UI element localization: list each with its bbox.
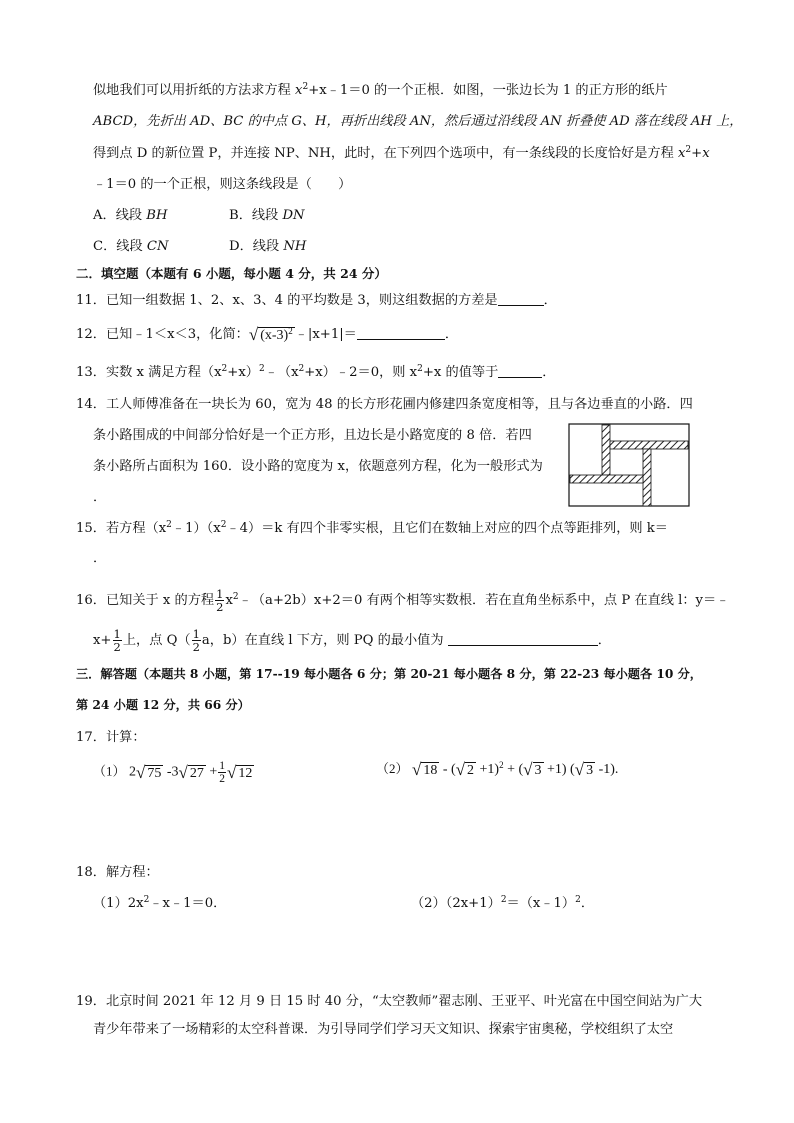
question-16-line2: x+ $\frac{1}{2}$ 上，点 Q（ $\frac{1}{2}$ a，b）在直线 l 下方，则 PQ 的最小值为 ．: [93, 627, 611, 654]
answer-blank: [498, 364, 542, 378]
q10-option-b: B．线段 DN: [229, 208, 305, 223]
path-horizontal-top: [610, 441, 688, 449]
garden-outline: [569, 424, 689, 506]
fraction: $\frac{1}{2}$: [216, 587, 224, 614]
q10-option-c: C．线段 CN: [93, 239, 169, 254]
q10-option-d: D．线段 NH: [229, 239, 307, 254]
question-15-line2: ．: [93, 551, 107, 566]
question-19-line1: 19．北京时间 2021 年 12 月 9 日 15 时 40 分，“太空教师”翟志刚、王亚平、叶光富在中国空间站为广大: [76, 994, 703, 1009]
q10-option-a: A．线段 BH: [93, 208, 168, 223]
question-17-part-2: （2） √ 18 - ( √ 2 +1)$^2$ + ( √ 3 +1) ( √ 3 -1).: [376, 760, 619, 780]
question-17-part-1: （1） 2 √ 75 -3 √ 27 + $\frac{1}{2}$ √ 12: [93, 760, 253, 785]
q10-line2: ABCD，先折出 AD、BC 的中点 G、H，再折出线段 AN，然后通过沿线段 AN 折叠使 AD 落在线段 AH 上，: [93, 114, 743, 129]
question-17-title: 17．计算：: [76, 730, 146, 745]
question-19-line2: 青少年带来了一场精彩的太空科普课．为引导同学们学习天文知识、探索宇宙奥秘，学校组织了太空: [93, 1022, 674, 1037]
sqrt-expression: √ 18: [412, 760, 438, 780]
path-vertical-right: [643, 449, 651, 506]
section-3-heading-line2: 第 24 小题 12 分，共 66 分）: [76, 698, 250, 712]
sqrt-expression: √ 27: [178, 763, 204, 782]
garden-paths-figure: [568, 423, 690, 507]
q10-line3: 得到点 D 的新位置 P，并连接 NP、NH，此时，在下列四个选项中，有一条线段的长度恰好是方程 $x^2+x$: [93, 145, 710, 161]
fraction: $\frac{1}{2}$: [192, 627, 200, 654]
question-11: 11．已知一组数据 1、2、x、3、4 的平均数是 3，则这组数据的方差是 ．: [76, 293, 557, 308]
q10-line4: ﹣1＝0 的一个正根，则这条线段是（ ）: [93, 177, 352, 192]
question-14-line1: 14．工人师傅准备在一块长为 60，宽为 48 的长方形花圃内修建四条宽度相等，且与各边垂直的小路．四: [76, 397, 693, 412]
path-horizontal-bottom: [570, 475, 643, 483]
question-14-line4: ．: [93, 490, 107, 505]
question-14-line3: 条小路所占面积为 160．设小路的宽度为 x，依题意列方程，化为一般形式为: [93, 459, 543, 474]
question-13: 13．实数 x 满足方程$(x^2+x)^2﹣(x^2+x)﹣2=0$，则 $x^2+x$ 的值等于 ．: [76, 364, 556, 380]
question-12: 12．已知﹣1＜x＜3，化简： √ $(x-3)^2$ ﹣|x+1|＝ ．: [76, 325, 459, 344]
sqrt-expression: √ $(x-3)^2$: [248, 325, 293, 344]
section-3-heading-line1: 三．解答题（本题共 8 小题，第 17--19 每小题各 6 分；第 20-21 每小题各 8 分，第 22-23 每小题各 10 分，: [76, 667, 702, 681]
question-18-part-2: $(2)(2x+1)^2=(x﹣1)^2$．: [411, 895, 595, 911]
question-18-part-1: $(1)2x^2﹣x﹣1=0$．: [93, 895, 227, 911]
fraction: $\frac{1}{2}$: [219, 760, 226, 785]
question-14-line2: 条小路围成的中间部分恰好是一个正方形，且边长是小路宽度的 8 倍．若四: [93, 428, 532, 443]
question-16: 16．已知关于 x 的方程 $\frac{1}{2}$ $x^2﹣(a+2b)x+2=0$ 有两个相等实数根．若在直角坐标系中，点 P 在直线 l：y＝﹣: [76, 587, 730, 614]
answer-blank: [448, 632, 598, 646]
sqrt-expression: √ 12: [227, 763, 253, 782]
question-15: 15．若方程$(x^2﹣1)(x^2﹣4)=k$ 有四个非零实根，且它们在数轴上对应的四个点等距排列，则 k＝: [76, 520, 668, 536]
question-18-title: 18．解方程：: [76, 865, 159, 880]
section-2-heading: 二．填空题（本题有 6 小题，每小题 4 分，共 24 分）: [76, 266, 387, 281]
answer-blank: [498, 292, 544, 306]
path-vertical-left: [602, 425, 610, 475]
fraction: $\frac{1}{2}$: [113, 627, 121, 654]
sqrt-expression: √ 2: [455, 760, 475, 780]
q10-line1: 似地我们可以用折纸的方法求方程 $x^2+x﹣1=0$ 的一个正根．如图，一张边长为 1 的正方形的纸片: [93, 82, 668, 98]
sqrt-expression: √ 3: [523, 760, 542, 780]
answer-blank: [357, 326, 445, 340]
sqrt-expression: √ 3: [574, 760, 594, 780]
sqrt-expression: √ 75: [136, 763, 162, 782]
